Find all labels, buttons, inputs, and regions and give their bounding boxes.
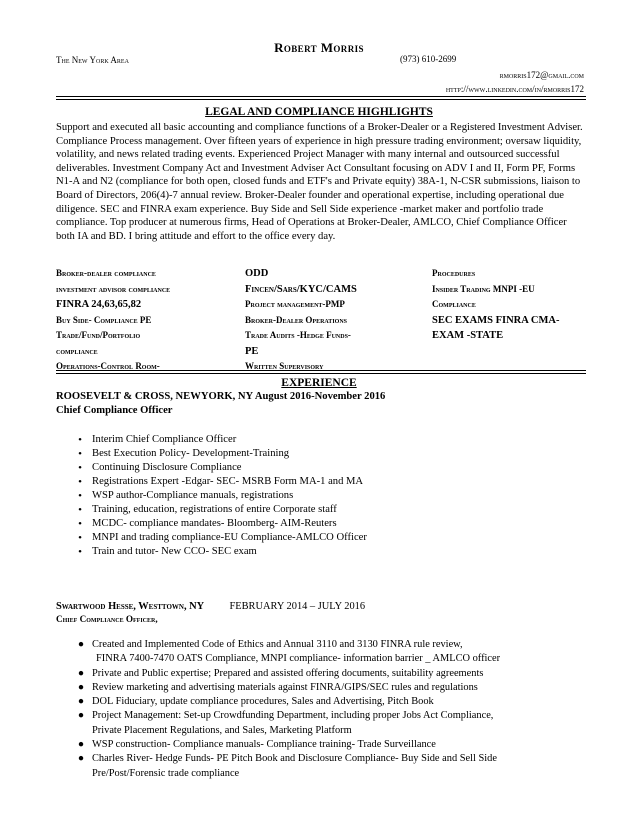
skill-item: Broker-Dealer Operations [245,314,347,325]
skill-item: investment advisor compliance [56,283,171,294]
skill-item: Buy Side- Compliance PE [56,314,152,325]
job2-company: Swartwood Hesse, Westtown, NY [56,601,205,612]
list-item: ● Review marketing and advertising materials against FINRA/GIPS/SEC rules and regulations [77,681,478,693]
divider [56,96,586,97]
skill-item: Compliance [432,299,476,309]
list-item: • MNPI and trading compliance-EU Compliance-AMLCO Officer [78,532,367,545]
list-item: • Best Execution Policy- Development-Training [78,448,290,461]
skill-item: Operations-Control Room- [56,361,160,371]
skill-item: Fincen/Sars/KYC/CAMS [245,283,357,295]
job2-role: Chief Compliance Officer, [56,614,158,624]
job1-role: Chief Compliance Officer [56,405,173,416]
job1-bullet-list [68,433,367,559]
skills-column-1 [56,266,170,375]
skill-item: PE [245,345,259,357]
skill-item: FINRA 24,63,65,82 [56,299,142,310]
skill-item: SEC EXAMS FINRA CMA- [432,314,560,326]
list-item: • Continuing Disclosure Compliance [78,462,242,475]
list-item: ● Charles River- Hedge Funds- PE Pitch Book and Disclosure Compliance- Buy Side and Sell Side Pre/Post/Forensic trade compliance [77,753,497,779]
skill-item: compliance [56,345,98,356]
job1-company: ROOSEVELT & CROSS, NEWYORK, NY August 2016-November 2016 [56,391,386,402]
divider [56,99,586,100]
job2-dates: FEBRUARY 2014 – JULY 2016 [229,601,366,612]
skill-item: Broker-dealer compliance [56,268,156,278]
location: The New York Area [56,55,129,65]
skills-column-3 [432,266,559,344]
list-item: • WSP author-Compliance manuals, registrations [78,490,294,503]
list-item: • MCDC- compliance mandates- Bloomberg- AIM-Reuters [78,518,337,531]
skill-item: Trade Audits -Hedge Funds- [245,330,351,340]
skill-item: EXAM -STATE [432,330,504,341]
phone: (973) 610-2699 [400,54,457,64]
job2-bullet-list [74,638,594,781]
highlights-title: LEGAL AND COMPLIANCE HIGHLIGHTS [205,106,433,118]
skills-column-2 [245,266,357,375]
list-item: ● Created and Implemented Code of Ethics and Annual 3110 and 3130 FINRA rule review, FINRA 7400-7470 OATS Compliance, MNPI compliance- information barrier _ AMLCO officer [77,639,501,665]
list-item: • Interim Chief Compliance Officer [78,434,237,446]
skill-item: ODD [245,268,269,279]
divider [56,373,586,374]
skill-item: Written Supervisory [245,361,324,371]
skill-item: Insider Trading MNPI -EU [432,283,535,294]
list-item: ● WSP construction- Compliance manuals- Compliance training- Trade Surveillance [77,739,436,751]
list-item: • Train and tutor- New CCO- SEC exam [78,546,257,559]
list-item: ● Project Management: Set-up Crowdfunding Department, including proper Jobs Act Compliance, Private Placement Regulations, and Sales, Marketing Platform [77,710,494,736]
linkedin-link[interactable]: http://www.linkedin.com/in/rmorris172 [445,84,584,94]
email[interactable]: rmorris172@gmail.com [499,70,584,80]
list-item: • Training, education, registrations of entire Corporate staff [78,504,337,517]
highlights-paragraph: Support and executed all basic accounting and compliance functions of a Broker-Dealer or a Registered Investment Adviser. Compliance Process management. Over fifteen years of experience in high pressure trading environment; oversaw liquidity, volatility, and news related trading events. Experienced Project Manager with many internal and outsourced successful deliverables. Investment Company Act and Investment Adviser Act Consultant focusing on ADV I and II, Form PF, Forms N1-A and N2 (compliance for both open, closed funds and ETF's and Private equity) 38A-1, N-CSR submissions, liaison to Board of Directors, 206(4)-7 annual review. Broker-Dealer founder and operational expertise, including operational due diligence. SEC and FINRA exam experience. Buy Side and Sell Side experience -market maker and portfolio trade compliance. Top producer at numerous firms, Head of Operations at Broker-Dealer, AMLCO, Chief Compliance Officer both IA and BD. I bring attitude and effort to the office every day. [56,122,583,242]
list-item: • Registrations Expert -Edgar- SEC- MSRB Form MA-1 and MA [78,476,364,489]
job2-company-line [56,601,365,612]
skill-item: Project management-PMP [245,299,345,309]
candidate-name: Robert Morris [274,40,364,55]
list-item: ● Private and Public expertise; Prepared and assisted offering documents, suitability agreements [77,667,484,679]
divider [56,370,586,371]
skill-item: Procedures [432,268,476,278]
skill-item: Trade/Fund/Portfolio [56,330,141,340]
experience-title: EXPERIENCE [281,377,357,389]
list-item: ● DOL Fiduciary, update compliance procedures, Sales and Advertising, Pitch Book [77,696,434,708]
